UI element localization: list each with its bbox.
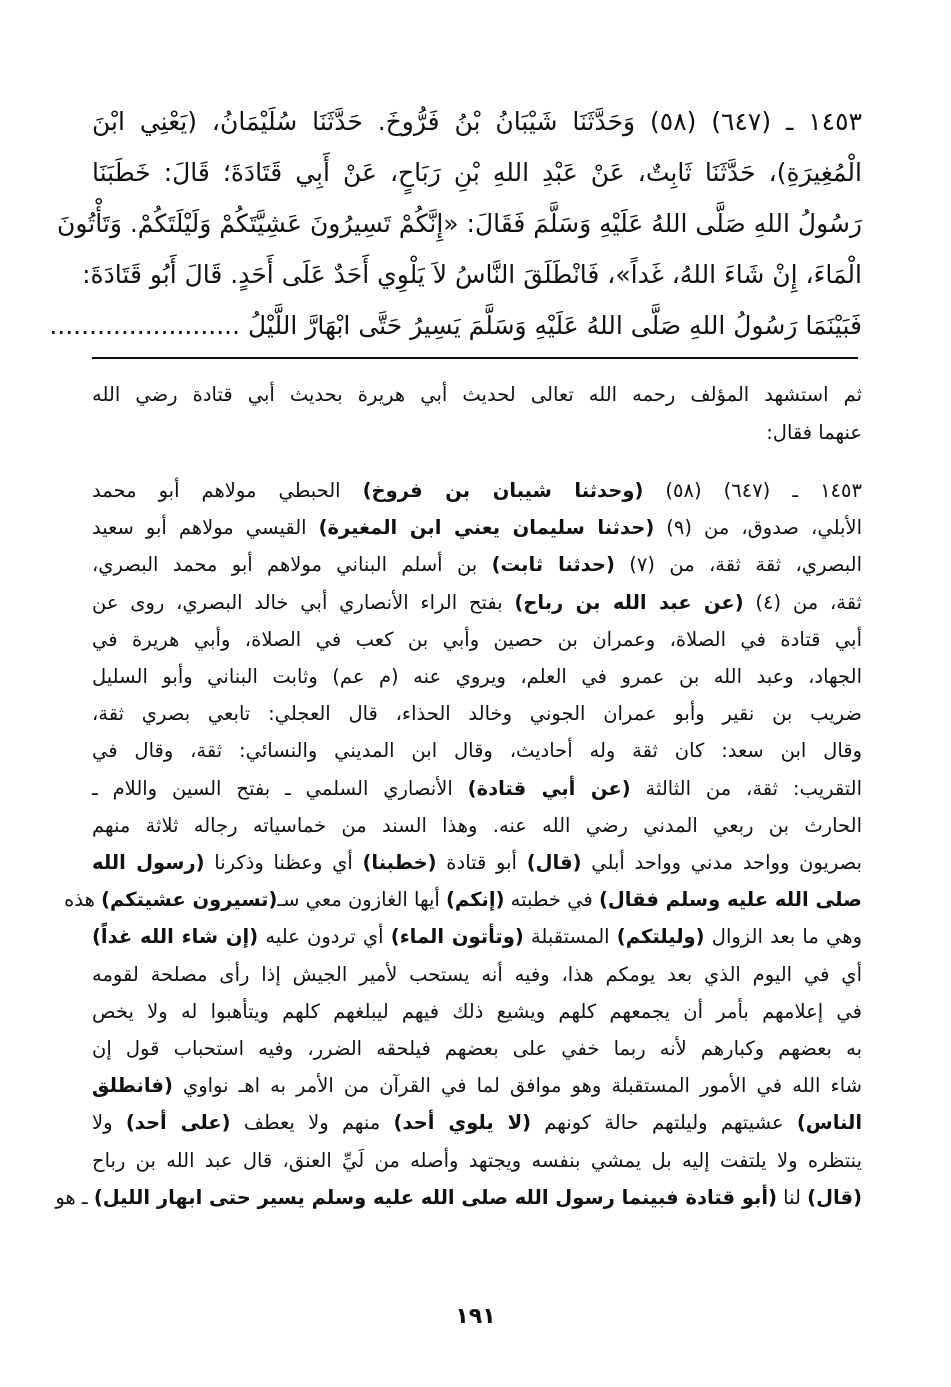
- commentary-text: به بعضهم وكبارهم لأنه ربما خفي على بعضهم فيلحقه الضرر، وفيه استحباب قول إن: [92, 1037, 862, 1061]
- commentary-text: لنا: [776, 1185, 808, 1209]
- quoted-phrase: (عن أبي قتادة): [467, 776, 631, 800]
- commentary-text: عشيتهم وليلتهم حالة كونهم: [531, 1111, 797, 1135]
- commentary-text: ولا: [92, 1111, 126, 1135]
- quoted-phrase: (لا يلوي أحد): [393, 1111, 532, 1135]
- hadith-line: الْمَاءَ، إِنْ شَاءَ اللهُ، غَداً»، فَانْطَلَقَ النَّاسُ لاَ يَلْوِي أَحَدٌ عَلَى أَحَدٍ. قَالَ أَبُو قَتَادَةَ:: [82, 260, 862, 289]
- commentary-line: [92, 658, 862, 695]
- quoted-phrase: صلى الله عليه وسلم فقال): [598, 888, 862, 912]
- commentary-line: [92, 584, 862, 621]
- commentary-text: أي تردون عليه: [258, 925, 391, 949]
- quoted-phrase: (إنكم): [446, 888, 505, 912]
- commentary-text: منهم ولا يعطف: [230, 1111, 394, 1135]
- commentary-text: ـ هو: [55, 1185, 94, 1209]
- quoted-phrase: (عن عبد الله بن رباح): [514, 590, 744, 614]
- commentary-line: [92, 807, 862, 844]
- page-number: ١٩١: [455, 1304, 496, 1329]
- commentary-text: التقريب: ثقة، من الثالثة: [630, 776, 863, 800]
- quoted-phrase: (حدثنا ثابت): [491, 553, 615, 577]
- quoted-phrase: (وليلتكم): [616, 925, 705, 949]
- hadith-text: [49, 96, 862, 351]
- commentary-text: أبو قتادة: [436, 851, 527, 875]
- quoted-phrase: (قال): [526, 851, 582, 875]
- commentary-line: [64, 881, 862, 918]
- commentary-line: [92, 918, 862, 955]
- commentary-text: بصريون وواحد مدني وواحد أبلي: [581, 851, 862, 875]
- quoted-phrase: (وحدثنا شيبان بن فروخ): [362, 479, 644, 502]
- commentary-text: الحبطي مولاهم أبو محمد: [92, 479, 363, 502]
- commentary-text: في خطبته: [504, 888, 599, 912]
- footnote-divider: [92, 357, 858, 359]
- quoted-phrase: الناس): [796, 1111, 862, 1135]
- commentary-line: [92, 472, 862, 509]
- quoted-phrase: (رسول الله: [92, 851, 205, 875]
- quoted-phrase: (حدثنا سليمان يعني ابن المغيرة): [318, 516, 655, 540]
- commentary-text: بن أسلم البناني مولاهم أبو محمد البصري،: [92, 553, 492, 577]
- hadith-line: رَسُولُ اللهِ صَلَّى اللهُ عَلَيْهِ وَسَلَّمَ فَقَالَ: «إِنَّكُمْ تَسِيرُونَ عَشِيَّتَكُمْ وَلَيْلَتَكُمْ. وَتَأْتُونَ: [57, 209, 862, 238]
- commentary-body: [55, 472, 863, 1216]
- commentary-text: البصري، ثقة ثقة، من (٧): [614, 553, 862, 577]
- commentary-line: [92, 732, 862, 769]
- quoted-phrase: (أبو قتادة فبينما رسول الله صلى الله عليه وسلم يسير حتى ابهار الليل): [93, 1185, 777, 1209]
- hadith-line: ١٤٥٣ ـ (٦٤٧) (٥٨) وَحَدَّثَنَا شَيْبَانُ بْنُ فَرُّوخَ. حَدَّثَنَا سُلَيْمَانُ، (يَعْنِي ابْنَ: [92, 107, 862, 136]
- commentary-text: الحارث بن ربعي المدني رضي الله عنه. وهذا السند من خماسياته رجاله ثلاثة منهم: [92, 813, 862, 837]
- quoted-phrase: (خطبنا): [362, 851, 437, 875]
- commentary-line: [92, 1067, 862, 1104]
- commentary-text: في إعلامهم بأمر أن يجمعهم كلهم ويشيع ذلك فيهم ليبلغهم كلهم ويتأهبوا له ولا يخص: [92, 999, 862, 1023]
- commentary-line: [92, 695, 862, 732]
- commentary-line: [92, 993, 862, 1030]
- commentary-text: وقال ابن سعد: كان ثقة وله أحاديث، وقال ابن المديني والنسائي: ثقة، وقال في: [92, 739, 862, 763]
- commentary-line: [92, 844, 862, 881]
- commentary-text: أي في اليوم الذي بعد يومكم هذا، وفيه أنه يستحب لأمير الجيش إذا رأى مصلحة لقومه: [92, 962, 862, 986]
- quoted-phrase: (وتأتون الماء): [390, 925, 524, 949]
- commentary-line: [92, 1030, 862, 1067]
- commentary-line: [92, 546, 862, 583]
- commentary-text: المستقبلة: [523, 925, 617, 949]
- commentary-text: الجهاد، وعبد الله بن عمرو في العلم، ويروي عنه (م عم) وثابت البناني وأبو السليل: [92, 665, 862, 689]
- commentary-text: أي وعظنا وذكرنا: [204, 851, 363, 875]
- commentary-text: ثقة، من (٤): [743, 590, 862, 614]
- commentary-text: ١٤٥٣ ـ (٦٤٧) (٥٨): [643, 479, 862, 502]
- intro-line: ثم استشهد المؤلف رحمه الله تعالى لحديث أبي هريرة بحديث أبي قتادة رضي الله: [92, 383, 862, 406]
- hadith-line: فَبَيْنَمَا رَسُولُ اللهِ صَلَّى اللهُ عَلَيْهِ وَسَلَّمَ يَسِيرُ حَتَّى ابْهَارَّ اللَّيْلُ ........................: [49, 311, 862, 340]
- commentary-intro: [92, 376, 862, 452]
- commentary-text: ينتظره ولا يلتفت إليه بل يمشي بنفسه ويجتهد وأصله من لَيِّ العنق، قال عبد الله بن رباح: [92, 1148, 862, 1172]
- commentary-text: بفتح الراء الأنصاري أبي خالد البصري، روى عن: [92, 590, 515, 614]
- commentary-line: [55, 1179, 862, 1216]
- commentary-text: ضريب بن نقير وأبو عمران الجوني وخالد الحذاء، قال العجلي: تابعي بصري ثقة،: [92, 702, 862, 726]
- quoted-phrase: (إن شاء الله غداً): [92, 925, 259, 949]
- hadith-line: الْمُغِيرَةِ)، حَدَّثَنَا ثَابِتٌ، عَنْ عَبْدِ اللهِ بْنِ رَبَاحٍ، عَنْ أَبِي قَتَادَةَ؛ قَالَ: خَطَبَنَا: [92, 158, 862, 187]
- commentary-line: [92, 509, 862, 546]
- commentary: [55, 376, 863, 1216]
- commentary-line: [92, 956, 862, 993]
- commentary-text: أيها الغازون معي سـ: [277, 888, 447, 912]
- commentary-text: القيسي مولاهم أبو سعيد: [92, 516, 319, 540]
- commentary-line: [92, 1104, 862, 1141]
- commentary-text: شاء الله في الأمور المستقبلة وهو موافق لما في القرآن من الأمر به اهـ نواوي: [172, 1074, 862, 1098]
- commentary-line: [92, 1142, 862, 1179]
- quoted-phrase: (قال): [807, 1185, 862, 1209]
- quoted-phrase: (فانطلق: [92, 1074, 173, 1098]
- commentary-text: الأنصاري السلمي ـ بفتح السين واللام ـ: [92, 776, 468, 800]
- commentary-text: أبي قتادة في الصلاة، وعمران بن حصين وأبي بن كعب في الصلاة، وأبي هريرة في: [92, 627, 862, 651]
- commentary-text: الأبلي، صدوق، من (٩): [654, 516, 862, 540]
- quoted-phrase: (تسيرون عشيتكم): [101, 888, 278, 912]
- quoted-phrase: (على أحد): [125, 1111, 231, 1135]
- commentary-text: وهي ما بعد الزوال: [704, 925, 863, 949]
- commentary-text: هذه: [64, 888, 102, 912]
- intro-line: عنهما فقال:: [766, 421, 862, 444]
- commentary-line: [92, 621, 862, 658]
- commentary-line: [92, 770, 862, 807]
